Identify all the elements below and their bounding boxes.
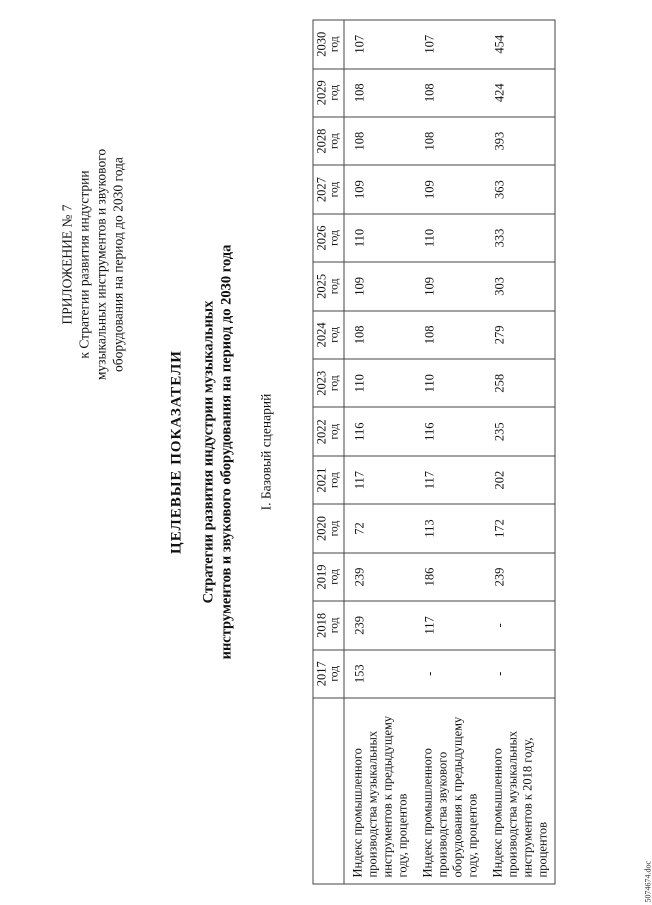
appendix-line: музыкальных инструментов и звукового [93, 148, 108, 381]
indicator-label: Индекс промышленного производства звукового оборудования к предыдущему году, процентов [414, 698, 484, 884]
year-label: 2022 [314, 419, 328, 445]
value-cell: 424 [484, 69, 555, 117]
value-cell: 153 [344, 650, 415, 698]
value-cell: 454 [484, 20, 555, 69]
value-cell: 117 [414, 456, 484, 504]
document-title: ЦЕЛЕВЫЕ ПОКАЗАТЕЛИ [168, 350, 184, 554]
year-label: 2017 [314, 661, 328, 687]
year-label: 2023 [314, 370, 328, 396]
table-row [484, 20, 555, 884]
value-cell: 279 [484, 311, 555, 359]
value-cell: 108 [414, 69, 484, 117]
year-word: год [328, 278, 340, 295]
appendix-block [58, 115, 126, 415]
table-row [414, 20, 484, 884]
year-header-cell [313, 311, 344, 359]
indicator-header-cell [313, 698, 344, 884]
value-cell: 108 [344, 311, 415, 359]
year-word: год [328, 375, 340, 392]
year-header-cell [313, 553, 344, 601]
value-cell: 108 [344, 69, 415, 117]
year-header-cell [313, 69, 344, 117]
document-footer: 5074674.doc [643, 860, 652, 903]
value-cell: 109 [344, 262, 415, 310]
value-cell: 239 [484, 553, 555, 601]
year-word: год [328, 326, 340, 343]
appendix-line: к Стратегии развития индустрии [76, 170, 91, 359]
year-label: 2030 [314, 31, 328, 57]
appendix-number: ПРИЛОЖЕНИЕ № 7 [59, 204, 74, 325]
year-header-cell [313, 504, 344, 552]
table-body [344, 20, 555, 884]
indicator-label: Индекс промышленного производства музыкальных инструментов к 2018 году, процентов [484, 698, 555, 884]
value-cell: 107 [414, 20, 484, 69]
value-cell: 110 [344, 214, 415, 262]
value-cell: 258 [484, 359, 555, 407]
value-cell: 186 [414, 553, 484, 601]
scenario-heading: I. Базовый сценарий [258, 393, 273, 511]
value-cell: 116 [344, 407, 415, 455]
year-label: 2018 [314, 612, 328, 638]
year-header-cell [313, 456, 344, 504]
targets-table [312, 20, 555, 885]
document-subtitle-line1: Стратегии развития индустрии музыкальных [200, 300, 216, 604]
year-label: 2021 [314, 467, 328, 493]
year-header-cell [313, 20, 344, 69]
year-label: 2028 [314, 128, 328, 154]
value-cell: 172 [484, 504, 555, 552]
document-subtitle-line2: инструментов и звукового оборудования на период до 2030 года [218, 244, 234, 660]
value-cell: 108 [414, 311, 484, 359]
year-label: 2024 [314, 322, 328, 348]
value-cell: 113 [414, 504, 484, 552]
year-label: 2027 [314, 177, 328, 203]
year-word: год [328, 36, 340, 53]
value-cell: 109 [344, 165, 415, 213]
year-label: 2029 [314, 80, 328, 106]
year-header-cell [313, 601, 344, 649]
year-word: год [328, 230, 340, 246]
year-word: год [328, 472, 340, 488]
year-word: год [328, 181, 340, 198]
value-cell: - [484, 650, 555, 698]
year-header-cell [313, 165, 344, 213]
value-cell: 109 [414, 165, 484, 213]
value-cell: 110 [414, 214, 484, 262]
indicator-label: Индекс промышленного производства музыкальных инструментов к предыдущему году, процентов [344, 698, 415, 884]
value-cell: 117 [414, 601, 484, 649]
value-cell: 333 [484, 214, 555, 262]
year-word: год [328, 569, 340, 585]
year-header-cell [313, 214, 344, 262]
year-word: год [328, 665, 340, 682]
value-cell: 235 [484, 407, 555, 455]
year-label: 2026 [314, 225, 328, 251]
year-header-cell [313, 407, 344, 455]
value-cell: 239 [344, 601, 415, 649]
year-word: год [328, 84, 340, 101]
value-cell: - [484, 601, 555, 649]
year-header-cell [313, 359, 344, 407]
value-cell: 108 [414, 117, 484, 165]
table-row [344, 20, 415, 884]
year-label: 2025 [314, 273, 328, 299]
appendix-line: оборудования на период до 2030 года [110, 157, 125, 372]
value-cell: 109 [414, 262, 484, 310]
value-cell: 116 [414, 407, 484, 455]
year-header-cell [313, 650, 344, 698]
year-word: год [328, 133, 340, 149]
value-cell: 202 [484, 456, 555, 504]
value-cell: 303 [484, 262, 555, 310]
value-cell: 108 [344, 117, 415, 165]
year-label: 2019 [314, 564, 328, 590]
value-cell: 110 [344, 359, 415, 407]
year-word: год [328, 423, 340, 440]
value-cell: 110 [414, 359, 484, 407]
value-cell: 393 [484, 117, 555, 165]
value-cell: 239 [344, 553, 415, 601]
value-cell: - [414, 650, 484, 698]
table-header-row [313, 20, 344, 884]
value-cell: 363 [484, 165, 555, 213]
value-cell: 107 [344, 20, 415, 69]
value-cell: 117 [344, 456, 415, 504]
value-cell: 72 [344, 504, 415, 552]
year-word: год [328, 520, 340, 537]
year-header-cell [313, 117, 344, 165]
year-header-cell [313, 262, 344, 310]
year-word: год [328, 617, 340, 634]
year-label: 2020 [314, 516, 328, 542]
